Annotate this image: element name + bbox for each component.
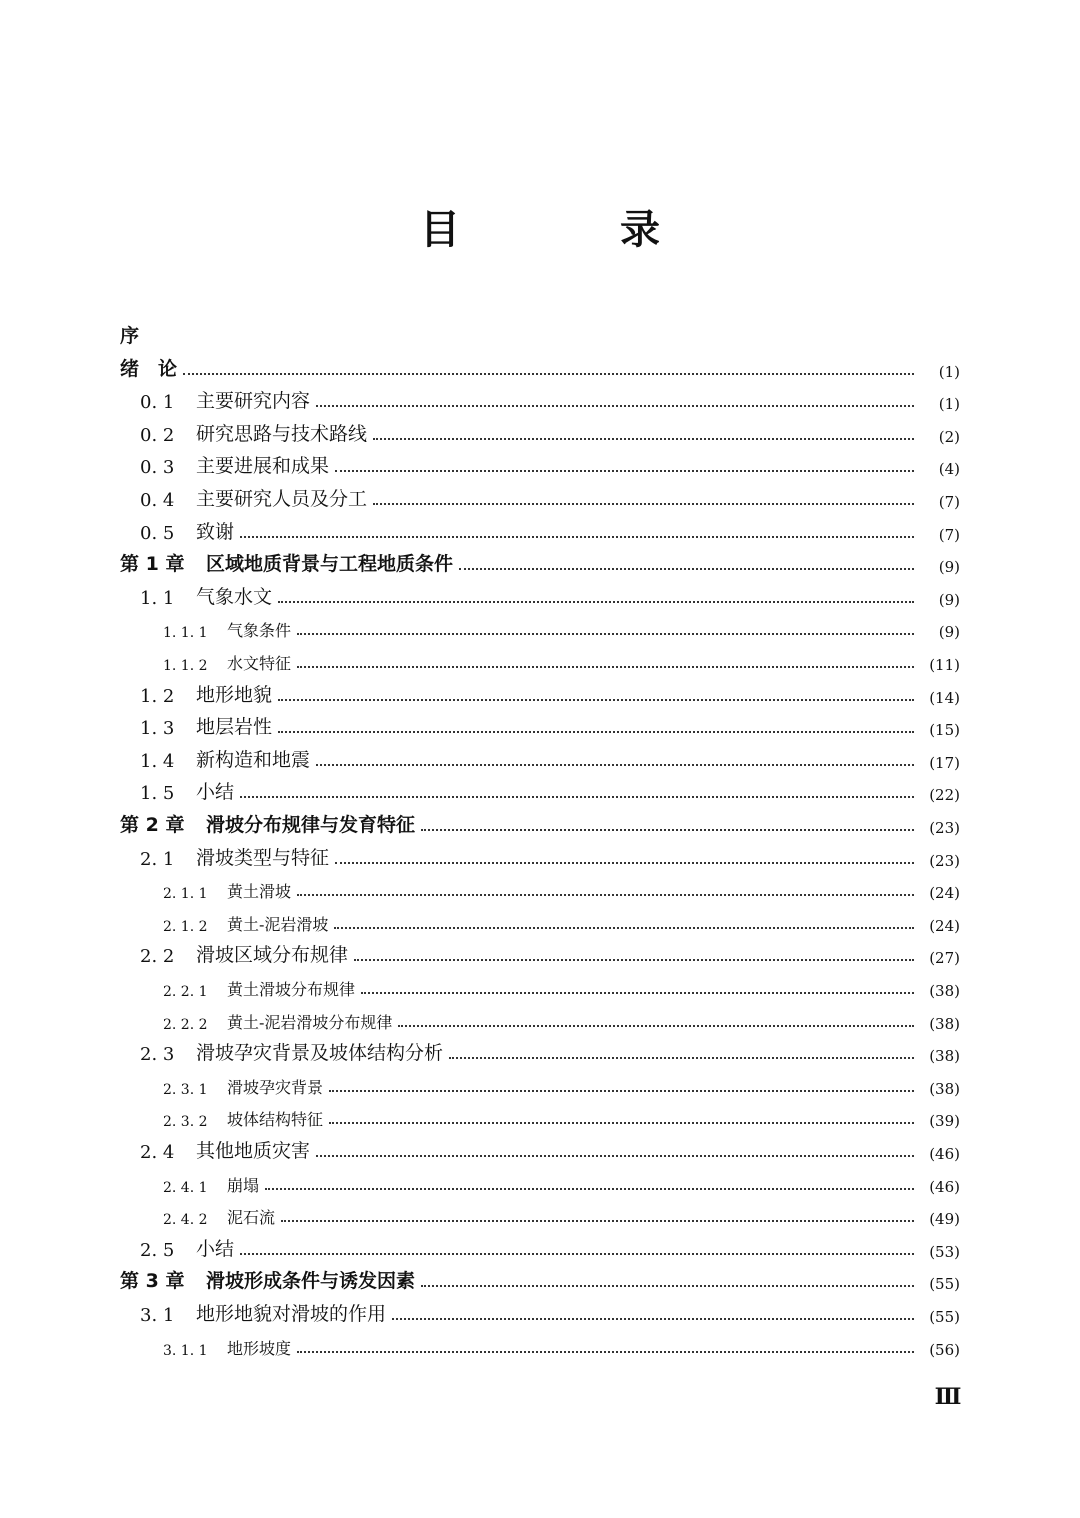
dot-leader (183, 373, 914, 375)
toc-entry[interactable] (120, 1329, 960, 1359)
page-title: 目 录 (420, 207, 720, 253)
dot-leader (240, 1253, 914, 1255)
toc-entry-title: 地层岩性 (196, 716, 273, 739)
toc-entry-title: 新构造和地震 (196, 748, 311, 771)
toc-entry[interactable] (120, 318, 960, 348)
dot-leader (329, 1122, 914, 1124)
dot-leader (297, 1351, 914, 1353)
toc-entry-page: (49) (929, 1210, 960, 1229)
toc-entry-number: 1. 1. 2 (163, 658, 208, 674)
toc-entry-page: (14) (929, 688, 960, 707)
dot-leader (265, 1188, 914, 1190)
toc-entry-title: 滑坡孕灾背景及坡体结构分析 (196, 1042, 444, 1065)
dot-leader (329, 1090, 914, 1092)
dot-leader (373, 438, 914, 440)
toc-entry-page: (1) (938, 395, 960, 414)
toc-entry[interactable] (120, 1296, 960, 1326)
toc-entry-title: 坡体结构特征 (227, 1110, 324, 1130)
toc-entry-page: (9) (938, 590, 960, 609)
toc-entry-page: (56) (929, 1340, 960, 1359)
toc-entry-page: (7) (938, 525, 960, 544)
toc-entry-number: 1. 5 (140, 783, 175, 805)
toc-entry-page: (2) (938, 427, 960, 446)
toc-entry[interactable] (120, 351, 960, 381)
toc-entry-page: (38) (929, 1047, 960, 1066)
toc-entry-number: 第 3 章 (120, 1270, 185, 1293)
dot-leader (316, 405, 914, 407)
toc-entry-page: (7) (938, 493, 960, 511)
dot-leader (449, 1057, 914, 1059)
dot-leader (240, 536, 914, 538)
toc-entry[interactable] (120, 383, 960, 413)
toc-entry-title: 地形地貌 (196, 683, 273, 706)
dot-leader (240, 796, 914, 798)
toc-entry[interactable] (120, 807, 960, 837)
toc-entry-number: 2. 3 (140, 1044, 175, 1066)
toc-entry-number: 3. 1 (140, 1305, 175, 1326)
toc-entry[interactable] (120, 742, 960, 772)
toc-entry-title: 致谢 (196, 520, 235, 543)
toc-entry-number: 1. 3 (140, 718, 175, 740)
toc-entry-number: 3. 1. 1 (163, 1342, 208, 1359)
toc-entry-title: 研究思路与技术路线 (196, 422, 368, 445)
toc-entry-number: 2. 2. 1 (163, 984, 208, 1000)
toc-entry-page: (38) (929, 1014, 960, 1033)
toc-entry-page: (17) (929, 753, 960, 772)
toc-entry[interactable] (120, 1100, 960, 1130)
toc-entry-number: 0. 5 (140, 522, 175, 544)
toc-entry-number: 0. 2 (140, 424, 175, 446)
toc-entry-page: (11) (929, 656, 960, 674)
toc-entry[interactable] (120, 709, 960, 739)
toc-entry-number: 2. 4. 2 (163, 1212, 208, 1229)
toc-entry-number: 1. 1. 1 (163, 625, 208, 642)
toc-entry[interactable] (120, 970, 960, 1000)
toc-entry-number: 2. 4 (140, 1142, 175, 1163)
dot-leader (278, 731, 914, 733)
toc-entry-title: 主要进展和成果 (196, 455, 330, 478)
toc-entry-title: 滑坡孕灾背景 (227, 1077, 324, 1097)
toc-entry-number: 2. 2. 2 (163, 1016, 208, 1033)
toc-entry-number: 2. 2 (140, 946, 175, 968)
dot-leader (278, 601, 914, 603)
toc-entry[interactable] (120, 1003, 960, 1033)
dot-leader (335, 862, 914, 864)
toc-entry-number: 2. 3. 1 (163, 1081, 208, 1098)
toc-entry[interactable] (120, 872, 960, 902)
toc-entry-title: 黄土滑坡 (227, 882, 292, 902)
toc-entry[interactable] (120, 416, 960, 446)
toc-entry-number: 2. 1 (140, 848, 175, 870)
dot-leader (392, 1318, 914, 1320)
toc-entry-page: (4) (938, 460, 960, 479)
toc-entry[interactable] (120, 905, 960, 935)
toc-entry-title: 序 (120, 325, 140, 347)
toc-entry[interactable] (120, 1263, 960, 1293)
toc-entry-number: 0. 4 (140, 490, 175, 511)
dot-leader (421, 829, 914, 831)
toc-entry[interactable] (120, 677, 960, 707)
toc-entry-page: (1) (938, 362, 960, 381)
dot-leader (361, 992, 914, 994)
toc-entry[interactable] (120, 1198, 960, 1228)
toc-entry[interactable] (120, 546, 960, 576)
page-number: Ⅲ (934, 1384, 962, 1410)
toc-entry-page: (22) (929, 786, 960, 805)
dot-leader (281, 1220, 914, 1222)
toc-entry-title: 滑坡类型与特征 (196, 846, 330, 869)
toc-entry-number: 0. 3 (140, 457, 175, 479)
toc-entry-page: (38) (929, 982, 960, 1000)
dot-leader (316, 764, 914, 766)
toc-entry-title: 气象水文 (196, 585, 273, 608)
toc-entry-number: 第 1 章 (120, 553, 185, 576)
toc-entry[interactable] (120, 579, 960, 609)
dot-leader (297, 666, 914, 668)
toc-entry-title: 黄土-泥岩滑坡分布规律 (227, 1012, 393, 1032)
toc-entry-number: 1. 2 (140, 685, 175, 707)
dot-leader (354, 959, 914, 961)
toc-entry-title: 崩塌 (227, 1175, 260, 1195)
toc-entry-title: 滑坡分布规律与发育特征 (206, 814, 416, 836)
toc-entry-title: 区域地质背景与工程地质条件 (206, 553, 454, 576)
toc-entry-page: (53) (929, 1242, 960, 1261)
dot-leader (335, 470, 914, 472)
toc-entry-page: (46) (929, 1145, 960, 1163)
dot-leader (334, 927, 914, 929)
toc-entry-number: 0. 1 (140, 392, 175, 414)
toc-entry[interactable] (120, 644, 960, 674)
toc-entry-number: 2. 1. 1 (163, 886, 208, 903)
toc-entry-page: (55) (929, 1308, 960, 1326)
toc-entry-title: 泥石流 (227, 1208, 276, 1228)
dot-leader (459, 568, 914, 570)
toc-entry-title: 其他地质灾害 (196, 1140, 311, 1162)
toc-entry-page: (9) (938, 558, 960, 577)
toc-entry-title: 黄土-泥岩滑坡 (227, 914, 329, 934)
dot-leader (398, 1025, 914, 1027)
dot-leader (421, 1285, 914, 1287)
toc-entry[interactable] (120, 514, 960, 544)
toc-entry-page: (46) (929, 1177, 960, 1196)
toc-entry-page: (55) (929, 1275, 960, 1294)
dot-leader (373, 503, 914, 505)
toc-entry-title: 主要研究内容 (196, 390, 311, 413)
toc-entry-number: 1. 4 (140, 750, 175, 772)
toc-entry-page: (9) (938, 623, 960, 642)
toc-entry-title: 小结 (196, 1237, 235, 1260)
dot-leader (297, 633, 914, 635)
toc-entry-page: (24) (929, 884, 960, 903)
toc-entry-title: 滑坡形成条件与诱发因素 (206, 1270, 416, 1293)
toc-entry[interactable] (120, 1133, 960, 1163)
toc-entry-number: 1. 1 (140, 587, 175, 609)
toc-entry[interactable] (120, 1035, 960, 1065)
toc-entry-page: (23) (929, 851, 960, 870)
toc-entry[interactable] (120, 1231, 960, 1261)
toc-entry-page: (39) (929, 1112, 960, 1131)
toc-entry[interactable] (120, 448, 960, 478)
toc-entry[interactable] (120, 481, 960, 511)
toc-entry-title: 小结 (196, 781, 235, 804)
toc-entry[interactable] (120, 774, 960, 804)
toc-entry-title: 地形地貌对滑坡的作用 (196, 1303, 387, 1325)
toc-entry-page: (15) (929, 721, 960, 740)
toc-entry-title: 水文特征 (227, 654, 292, 673)
toc-entry[interactable] (120, 611, 960, 641)
dot-leader (278, 699, 914, 701)
toc-entry-number: 第 2 章 (120, 814, 185, 836)
toc-entry[interactable] (120, 840, 960, 870)
toc-entry-number: 2. 1. 2 (163, 918, 208, 935)
toc-entry-title: 地形坡度 (227, 1338, 292, 1358)
toc-entry-number: 2. 3. 2 (163, 1114, 208, 1131)
toc-entry-number: 2. 4. 1 (163, 1179, 208, 1196)
toc-entry-title: 气象条件 (227, 621, 292, 641)
toc-entry[interactable] (120, 1166, 960, 1196)
dot-leader (297, 894, 914, 896)
toc-entry-page: (24) (929, 916, 960, 935)
toc-entry[interactable] (120, 937, 960, 967)
toc-entry-title: 绪 论 (120, 357, 178, 380)
dot-leader (316, 1155, 914, 1157)
toc-entry-title: 黄土滑坡分布规律 (227, 980, 356, 999)
toc-entry-page: (27) (929, 949, 960, 968)
toc-entry-number: 2. 5 (140, 1239, 175, 1261)
toc-entry-page: (38) (929, 1079, 960, 1098)
toc-entry[interactable] (120, 1068, 960, 1098)
toc-entry-page: (23) (929, 819, 960, 837)
toc-entry-title: 主要研究人员及分工 (196, 488, 368, 510)
toc-entry-title: 滑坡区域分布规律 (196, 944, 349, 967)
